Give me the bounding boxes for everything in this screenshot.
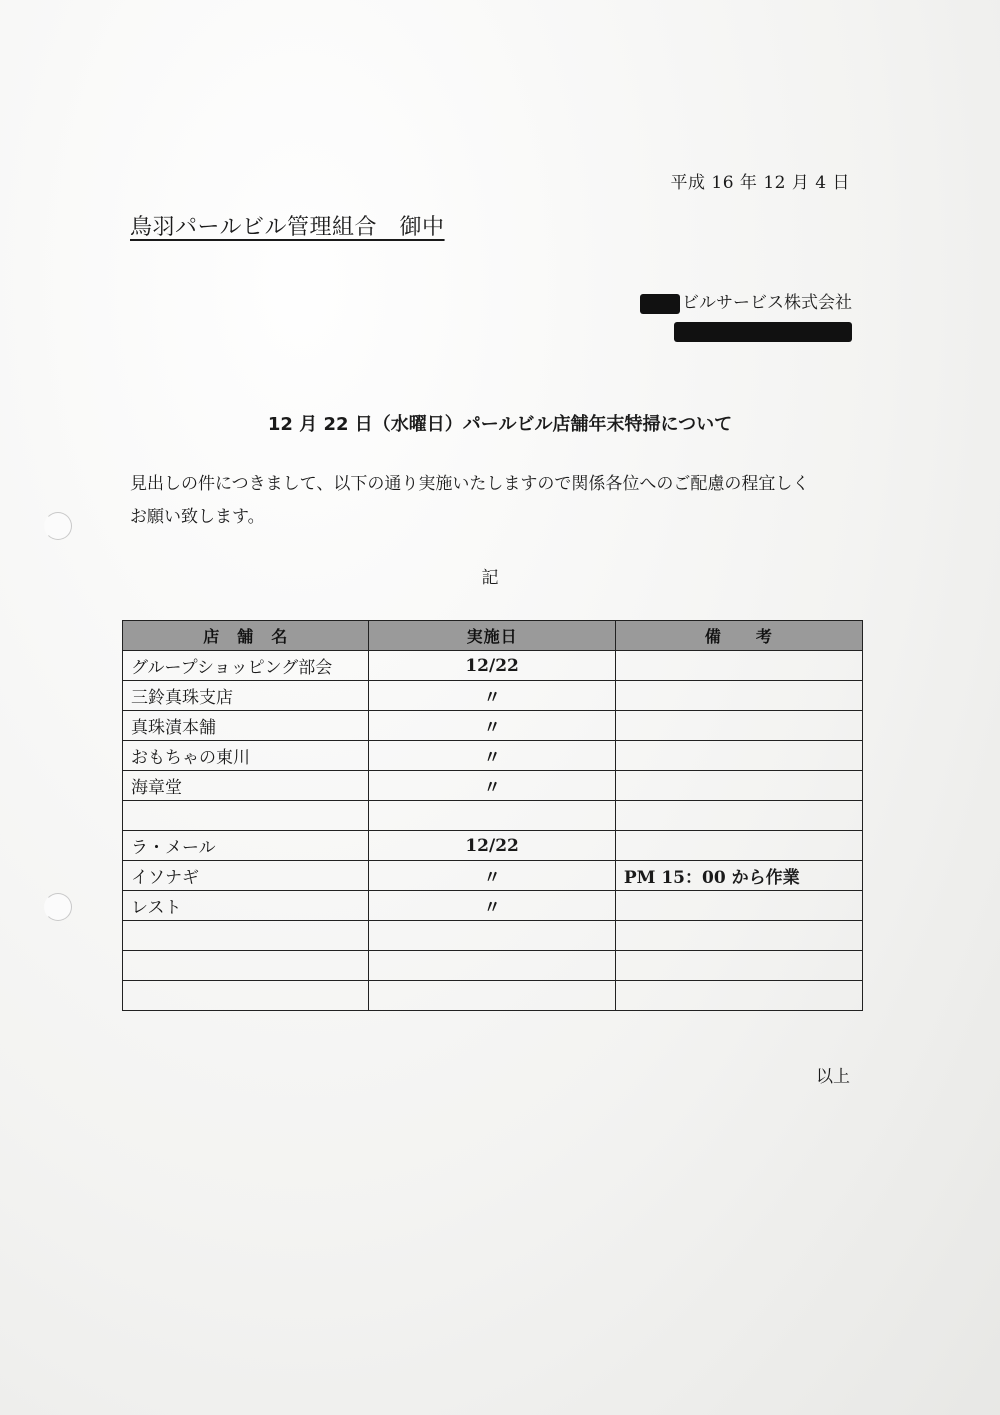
recipient-name: 鳥羽パールビル管理組合 御中 [130, 215, 445, 240]
table-header-row [123, 621, 863, 651]
store-name-cell [123, 921, 369, 951]
date-cell: 12/22 [369, 831, 615, 861]
store-name-cell: レスト [123, 891, 369, 921]
store-name-cell: イソナギ [123, 861, 369, 891]
ki-heading: 記 [481, 568, 499, 588]
table-row [123, 681, 863, 711]
table-row [123, 861, 863, 891]
table-row [123, 921, 863, 951]
table-row [123, 741, 863, 771]
document-subject: 12 月 22 日（水曜日）パールビル店舗年末特掃について [267, 414, 733, 435]
note-cell [615, 711, 862, 741]
store-name-cell: おもちゃの東川 [123, 741, 369, 771]
sender-company: ビルサービス株式会社 [682, 293, 852, 313]
table-row [123, 981, 863, 1011]
store-name-cell [123, 801, 369, 831]
table-row [123, 951, 863, 981]
store-name-cell [123, 981, 369, 1011]
note-cell [615, 951, 862, 981]
store-name-cell: 海章堂 [123, 771, 369, 801]
store-name-cell: 三鈴真珠支店 [123, 681, 369, 711]
date-cell: 12/22 [369, 651, 615, 681]
header-date: 実施日 [369, 621, 615, 651]
body-text [130, 468, 860, 534]
note-cell [615, 831, 862, 861]
sender-block [640, 288, 852, 314]
table-row [123, 771, 863, 801]
redaction-bar [674, 322, 852, 342]
header-store-name: 店 舗 名 [123, 621, 369, 651]
redaction-mark [640, 294, 680, 314]
document-date: 平成 16 年 12 月 4 日 [670, 173, 850, 193]
table-row [123, 801, 863, 831]
date-cell: 〃 [369, 711, 615, 741]
header-note: 備 考 [615, 621, 862, 651]
punch-hole-mark [44, 512, 72, 540]
store-name-cell: グループショッピング部会 [123, 651, 369, 681]
table-row [123, 831, 863, 861]
closing-text: 以上 [816, 1067, 850, 1087]
note-cell [615, 741, 862, 771]
body-line-2: お願い致します。 [130, 507, 265, 527]
body-line-1: 見出しの件につきまして、以下の通り実施いたしますので関係各位へのご配慮の程宜しく [130, 474, 810, 494]
note-cell [615, 771, 862, 801]
date-cell [369, 921, 615, 951]
note-cell [615, 681, 862, 711]
date-cell: 〃 [369, 861, 615, 891]
date-cell: 〃 [369, 891, 615, 921]
table-row [123, 891, 863, 921]
store-schedule-table [122, 620, 863, 1011]
date-cell: 〃 [369, 771, 615, 801]
date-cell [369, 801, 615, 831]
note-cell: PM 15：00 から作業 [615, 861, 862, 891]
store-name-cell: ラ・メール [123, 831, 369, 861]
note-cell [615, 981, 862, 1011]
date-cell: 〃 [369, 741, 615, 771]
store-name-cell: 真珠漬本舗 [123, 711, 369, 741]
note-cell [615, 921, 862, 951]
store-name-cell [123, 951, 369, 981]
note-cell [615, 801, 862, 831]
note-cell [615, 891, 862, 921]
date-cell [369, 951, 615, 981]
date-cell [369, 981, 615, 1011]
table-row [123, 651, 863, 681]
table-row [123, 711, 863, 741]
note-cell [615, 651, 862, 681]
date-cell: 〃 [369, 681, 615, 711]
punch-hole-mark [44, 893, 72, 921]
